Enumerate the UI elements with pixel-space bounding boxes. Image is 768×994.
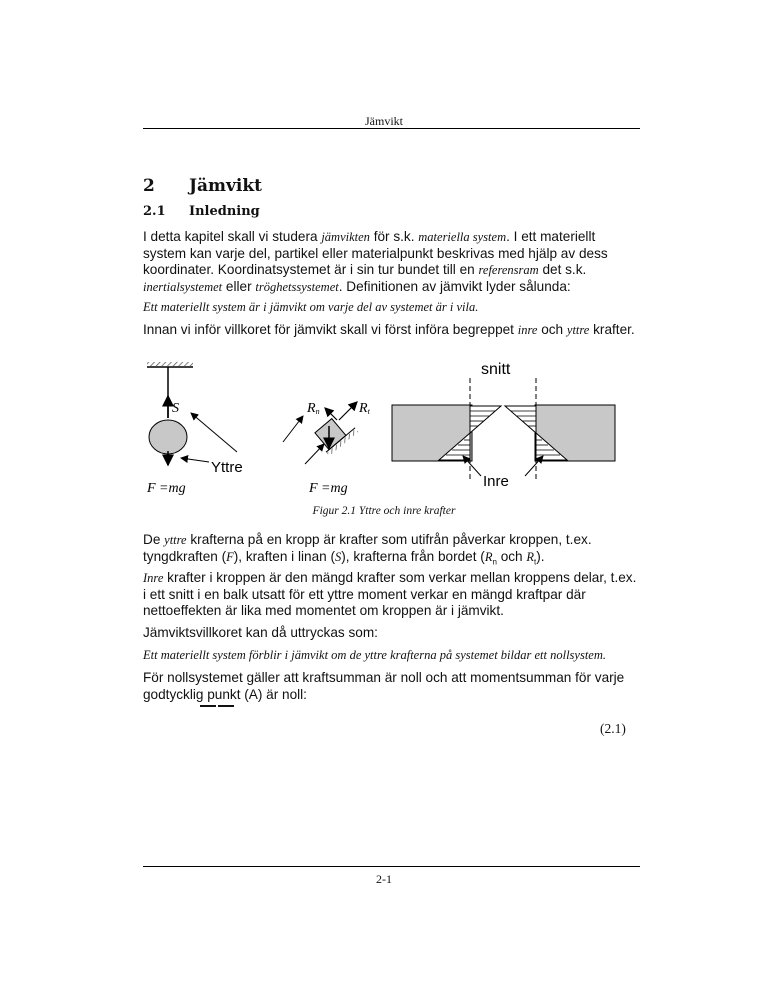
- text-run: ), krafterna från bordet (: [341, 548, 485, 564]
- beam-section-diagram: [392, 361, 615, 490]
- term-yttre: yttre: [164, 533, 187, 547]
- symbol-Rn: R: [484, 549, 493, 564]
- term-jamvikten: jämvikten: [321, 230, 370, 244]
- yttre-pointer-arrow: [283, 416, 303, 442]
- symbol-F: F: [226, 549, 234, 564]
- chapter-title: Jämvikt: [189, 176, 263, 196]
- header-rule: [143, 128, 640, 129]
- term-yttre: yttre: [566, 323, 590, 337]
- text-run: och: [537, 322, 567, 337]
- label-S: S: [172, 401, 179, 416]
- section-heading: [143, 204, 260, 219]
- definition-equilibrium: Ett materiellt system är i jämvikt om varje del av systemet är i vila.: [143, 300, 479, 314]
- text-run: ).: [536, 548, 545, 564]
- equation-fragment: [218, 705, 234, 707]
- label-F-pendulum: F =mg: [147, 481, 186, 496]
- text-run: . Definitionen av jämvikt lyder sålunda:: [338, 278, 571, 294]
- term-inertialsystemet: inertialsystemet: [143, 279, 223, 294]
- text-run: det s.k.: [538, 262, 587, 277]
- yttre-pointer-arrow: [305, 444, 324, 464]
- chapter-heading: [143, 176, 262, 196]
- term-referensram: referensram: [478, 263, 539, 277]
- ceiling-hatch: [147, 362, 193, 366]
- external-forces-paragraph: [143, 532, 640, 571]
- text-run: och: [496, 548, 527, 564]
- label-Rt: Rt: [359, 401, 370, 416]
- section-number: 2.1: [143, 204, 166, 219]
- equation-number: (2.1): [600, 721, 626, 736]
- label-yttre: Yttre: [211, 459, 243, 476]
- text-run: krafter.: [589, 322, 635, 337]
- yttre-pointer-arrow: [191, 413, 237, 452]
- text-run: eller: [222, 278, 256, 294]
- equation-fragment: [200, 705, 216, 707]
- intro-paragraph: [143, 229, 640, 295]
- symbol-S: S: [335, 549, 342, 564]
- term-troghetssystemet: tröghetssystemet: [255, 279, 339, 294]
- normal-force-arrow: [325, 408, 337, 420]
- section-title: Inledning: [189, 204, 260, 219]
- text-run: krafterna på en kropp är krafter som utifrån påverkar kroppen, t.ex. tyngdkraften (: [143, 532, 592, 564]
- condition-intro-paragraph: Jämviktsvillkoret kan då uttryckas som:: [143, 625, 378, 640]
- block-diagram: [283, 401, 371, 496]
- yttre-pointer-arrow: [181, 458, 209, 462]
- figure-caption: Figur 2.1 Yttre och inre krafter: [312, 505, 456, 517]
- text-run: De: [143, 532, 165, 547]
- text-run: krafter i kroppen är den mängd krafter som verkar mellan kroppens delar, t.ex. i ett snitt i en balk utsatt för ett yttre moment verkar en mängd kraftpar där nettoeffekten är lika med momentet om kroppen är i jämvikt.: [143, 570, 637, 618]
- text-run: för s.k.: [369, 229, 419, 244]
- text-run: I detta kapitel skall vi studera: [143, 229, 322, 244]
- term-inre: inre: [517, 323, 538, 337]
- pendulum-diagram: [146, 362, 243, 496]
- stress-triangle-right-top: [505, 406, 536, 433]
- text-run: . I ett materiellt system kan varje del, partikel eller materialpunkt beskrivas med hjälp av dess koordinater. Koordinatsystemet är i sin tur bundet till en: [143, 229, 608, 277]
- term-materiella-system: materiella system: [418, 230, 507, 244]
- inre-pointer-arrow: [525, 456, 543, 476]
- subscript-t: t: [534, 557, 537, 567]
- text-run: Innan vi inför villkoret för jämvikt skall vi först införa begreppet: [143, 322, 518, 337]
- footer-rule: [143, 866, 640, 867]
- label-inre: Inre: [483, 473, 509, 490]
- forces-figure: [143, 356, 640, 496]
- stress-triangle-left-top: [470, 406, 501, 433]
- term-inre: Inre: [143, 571, 164, 585]
- internal-forces-paragraph: [143, 570, 640, 620]
- text-run: ), kraften i linan (: [233, 548, 336, 564]
- null-system-paragraph: För nollsystemet gäller att kraftsumman är noll och att momentsumman för varje godtycklig punkt (A) är noll:: [143, 670, 625, 702]
- label-snitt: snitt: [481, 361, 511, 378]
- page-number: 2-1: [376, 872, 392, 886]
- symbol-Rt: R: [526, 549, 535, 564]
- label-F-block: F =mg: [309, 481, 348, 496]
- label-Rn: Rn: [307, 401, 320, 416]
- forces-intro-paragraph: [143, 322, 640, 339]
- definition-null-system: Ett materiellt system förblir i jämvikt om de yttre krafterna på systemet bildar ett nollsystem.: [143, 648, 607, 662]
- running-header: Jämvikt: [365, 114, 403, 128]
- friction-force-arrow: [339, 402, 357, 420]
- pendulum-ball: [149, 420, 187, 454]
- subscript-n: n: [492, 557, 497, 567]
- chapter-number: 2: [143, 176, 155, 196]
